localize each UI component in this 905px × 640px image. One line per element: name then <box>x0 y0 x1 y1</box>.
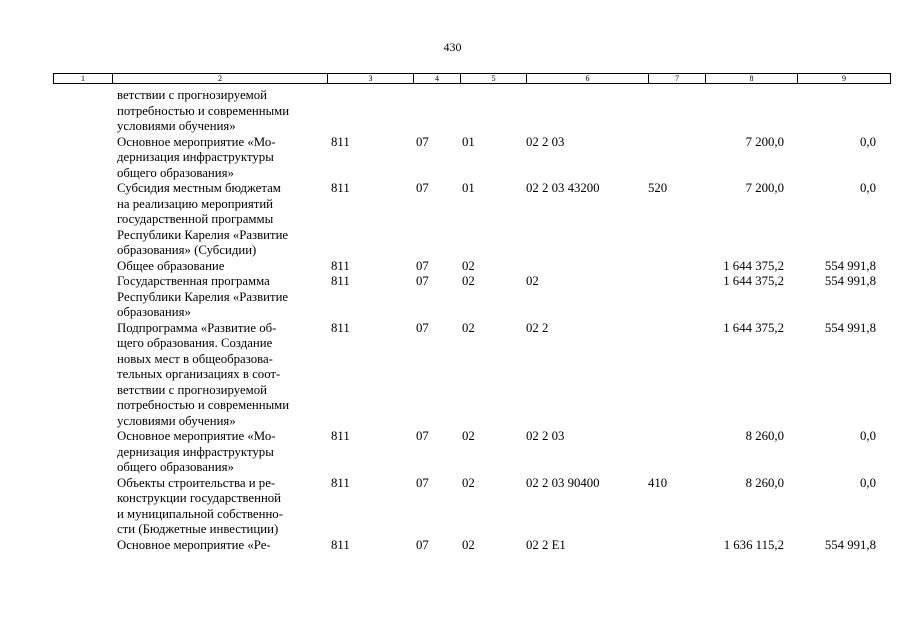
target-article <box>521 88 642 135</box>
expense-type <box>642 538 698 554</box>
section-code: 07 <box>416 429 429 443</box>
subsection-code: 01 <box>462 134 475 149</box>
amount-col-8 <box>698 88 789 135</box>
header-cell-2: 2 <box>113 74 328 84</box>
amount-col-8: 8 260,0 <box>745 475 784 490</box>
page-number: 430 <box>443 40 462 54</box>
header-row <box>54 74 891 84</box>
expense-type <box>642 274 698 321</box>
subsection-code: 02 <box>462 274 475 288</box>
header-cell-4: 4 <box>414 74 461 84</box>
header-cell-8: 8 <box>706 74 798 84</box>
expense-type <box>642 259 698 275</box>
subsection-code: 02 <box>462 429 475 443</box>
header-cell-1: 1 <box>54 74 113 84</box>
amount-col-9: 554 991,8 <box>824 274 876 288</box>
row-number-cell <box>53 135 111 182</box>
row-number-cell <box>53 259 111 275</box>
amount-col-8: 7 200,0 <box>745 134 784 149</box>
subsection-code <box>456 88 521 135</box>
item-name: Объекты строительства и ре- конструкции государственной и муниципальной собственно- сти (Бюджетные инвестиции) <box>117 475 283 536</box>
table-row <box>53 429 881 476</box>
amount-col-8: 1 644 375,2 <box>723 320 784 335</box>
table-row <box>53 538 881 554</box>
section-code: 07 <box>416 274 429 288</box>
admin-code: 811 <box>331 134 350 149</box>
admin-code <box>325 88 410 135</box>
row-number-cell <box>53 181 111 259</box>
row-number-cell <box>53 88 111 135</box>
amount-col-8: 1 636 115,2 <box>723 537 784 552</box>
target-article: 02 2 <box>526 320 549 335</box>
amount-col-9: 0,0 <box>860 475 876 490</box>
amount-col-8: 1 644 375,2 <box>723 258 784 273</box>
row-number-cell <box>53 476 111 538</box>
item-name: Основное мероприятие «Мо- дернизация инфраструктуры общего образования» <box>117 429 276 474</box>
item-name: Субсидия местным бюджетам на реализацию мероприятий государственной программы Республики Карелия «Развитие образования» (Субсидии) <box>117 181 289 257</box>
admin-code: 811 <box>331 258 350 273</box>
target-article: 02 2 E1 <box>526 537 566 552</box>
section-code: 07 <box>416 258 429 273</box>
section-code: 07 <box>416 134 429 149</box>
target-article: 02 2 03 43200 <box>526 181 600 195</box>
row-number-cell <box>53 321 111 430</box>
target-article: 02 2 03 <box>526 134 565 149</box>
section-code: 07 <box>416 475 429 490</box>
header-cell-3: 3 <box>328 74 414 84</box>
admin-code: 811 <box>331 475 350 490</box>
section-code <box>410 88 456 135</box>
header-cell-6: 6 <box>527 74 649 84</box>
subsection-code: 01 <box>462 181 475 195</box>
section-code: 07 <box>416 320 429 335</box>
item-name: ветствии с прогнозируемой потребностью и современными условиями обучения» <box>117 88 290 133</box>
amount-col-8: 8 260,0 <box>745 429 784 443</box>
target-article: 02 2 03 <box>526 429 565 443</box>
admin-code: 811 <box>331 181 350 195</box>
amount-col-9 <box>789 88 881 135</box>
subsection-code: 02 <box>462 320 475 335</box>
expense-type: 520 <box>648 181 668 195</box>
admin-code: 811 <box>331 274 350 288</box>
expense-type: 410 <box>648 475 668 490</box>
expense-type <box>642 88 698 135</box>
subsection-code: 02 <box>462 475 475 490</box>
target-article: 02 2 03 90400 <box>526 475 600 490</box>
header-cell-5: 5 <box>461 74 527 84</box>
row-number-cell <box>53 274 111 321</box>
section-code: 07 <box>416 537 429 552</box>
column-number-header <box>53 73 891 84</box>
table-row <box>53 274 881 321</box>
header-cell-7: 7 <box>649 74 706 84</box>
subsection-code: 02 <box>462 258 475 273</box>
item-name: Общее образование <box>117 258 225 273</box>
table-row <box>53 88 881 135</box>
header-cell-9: 9 <box>798 74 891 84</box>
row-number-cell <box>53 538 111 554</box>
table-row <box>53 476 881 538</box>
table-row <box>53 181 881 259</box>
admin-code: 811 <box>331 429 350 443</box>
amount-col-8: 1 644 375,2 <box>723 274 784 288</box>
expense-type <box>642 135 698 182</box>
table-row <box>53 259 881 275</box>
expense-type <box>642 321 698 430</box>
amount-col-9: 0,0 <box>860 134 876 149</box>
subsection-code: 02 <box>462 537 475 552</box>
target-article: 02 <box>526 274 539 288</box>
amount-col-8: 7 200,0 <box>745 181 784 195</box>
admin-code: 811 <box>331 320 350 335</box>
table-row <box>53 321 881 430</box>
amount-col-9: 0,0 <box>860 429 876 443</box>
target-article <box>521 259 642 275</box>
item-name: Основное мероприятие «Мо- дернизация инфраструктуры общего образования» <box>117 134 276 180</box>
expense-type <box>642 429 698 476</box>
amount-col-9: 0,0 <box>860 181 876 195</box>
section-code: 07 <box>416 181 429 195</box>
table-row <box>53 135 881 182</box>
admin-code: 811 <box>331 537 350 552</box>
row-number-cell <box>53 429 111 476</box>
item-name: Основное мероприятие «Ре- <box>117 537 271 552</box>
budget-table-body <box>53 88 881 553</box>
item-name: Государственная программа Республики Карелия «Развитие образования» <box>117 274 289 319</box>
amount-col-9: 554 991,8 <box>824 258 876 273</box>
amount-col-9: 554 991,8 <box>824 537 876 552</box>
item-name: Подпрограмма «Развитие об- щего образования. Создание новых мест в общеобразова- тельных организациях в соот- ветствии с прогнозируемой потребностью и современными условиями обучения» <box>117 320 290 428</box>
amount-col-9: 554 991,8 <box>824 320 876 335</box>
